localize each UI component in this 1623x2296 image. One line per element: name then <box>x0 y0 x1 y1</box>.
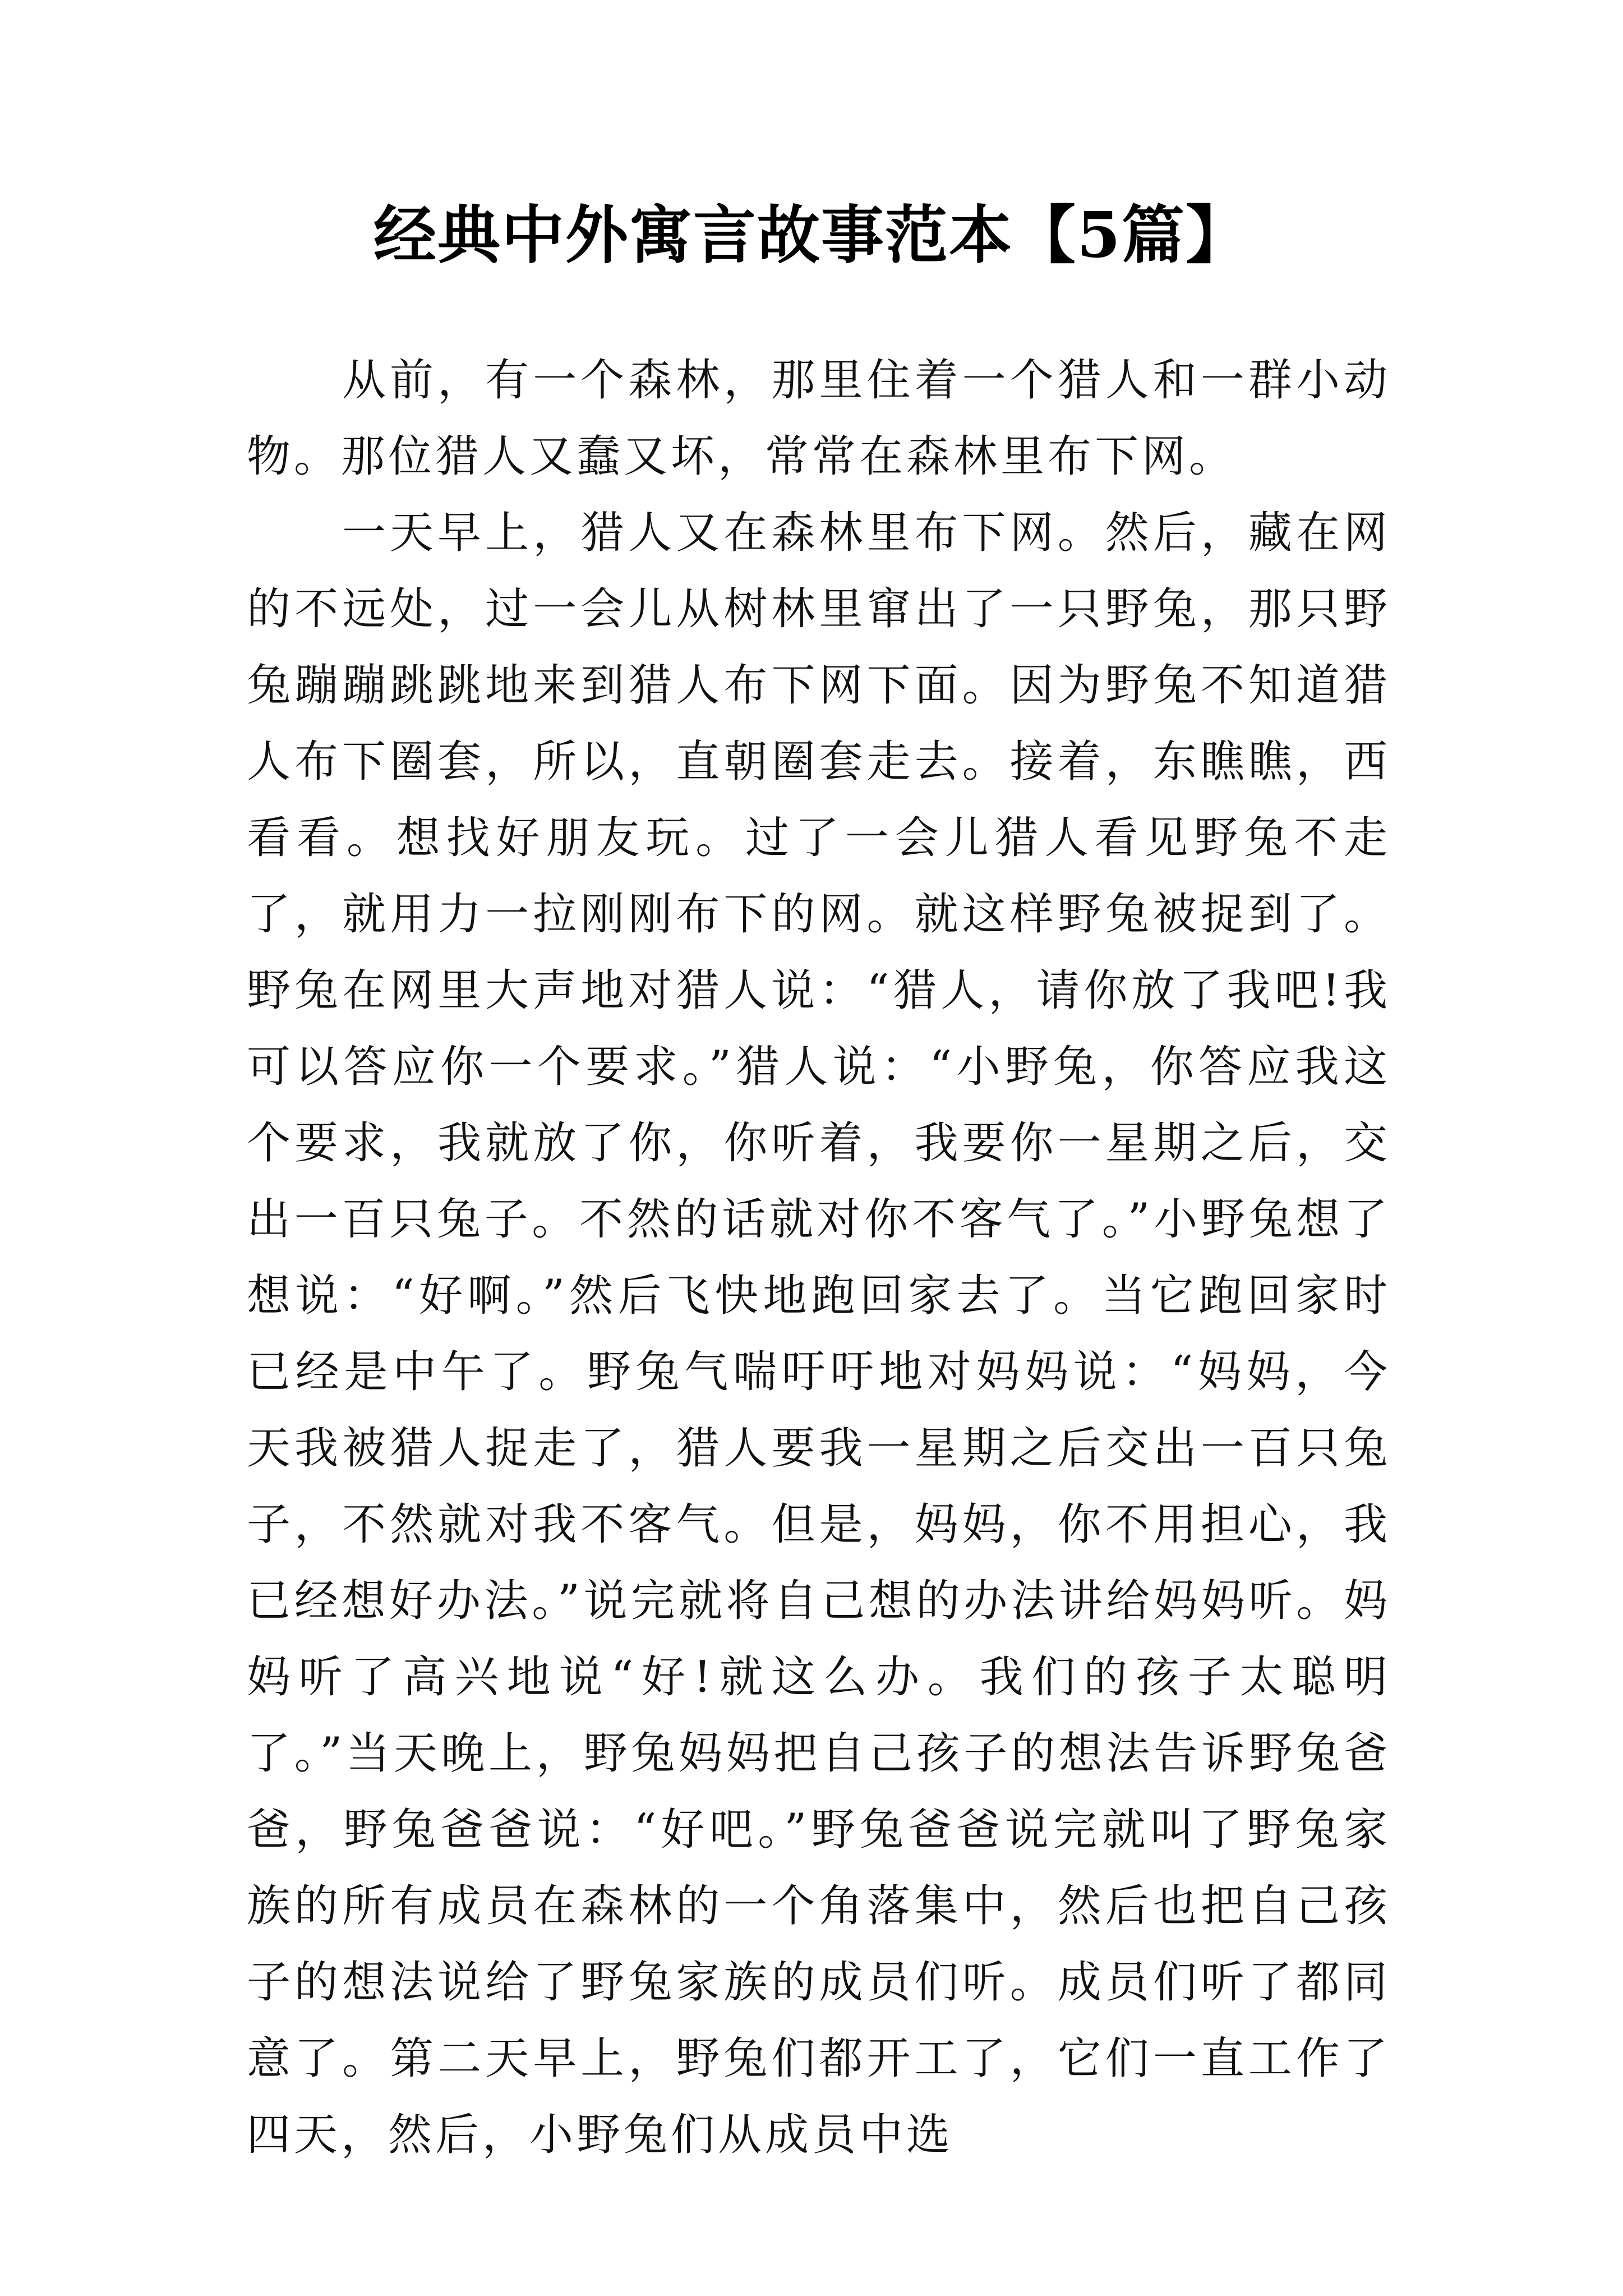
document-body <box>247 342 1391 2173</box>
paragraph: 一天早上，猎人又在森林里布下网。然后，藏在网的不远处，过一会儿从树林里窜出了一只野兔，那只野兔蹦蹦跳跳地来到猎人布下网下面。因为野兔不知道猎人布下圈套，所以，直朝圈套走去。接着，东瞧瞧，西看看。想找好朋友玩。过了一会儿猎人看见野兔不走了，就用力一拉刚刚布下的网。就这样野兔被捉到了。野兔在网里大声地对猎人说：“猎人，请你放了我吧!我可以答应你一个要求。”猎人说：“小野兔，你答应我这个要求，我就放了你，你听着，我要你一星期之后，交出一百只兔子。不然的话就对你不客气了。”小野兔想了想说：“好啊。”然后飞快地跑回家去了。当它跑回家时已经是中午了。野兔气喘吁吁地对妈妈说：“妈妈，今天我被猎人捉走了，猎人要我一星期之后交出一百只兔子，不然就对我不客气。但是，妈妈，你不用担心，我已经想好办法。”说完就将自己想的办法讲给妈妈听。妈妈听了高兴地说“好!就这么办。我们的孩子太聪明了。”当天晚上，野兔妈妈把自己孩子的想法告诉野兔爸爸，野兔爸爸说：“好吧。”野兔爸爸说完就叫了野兔家族的所有成员在森林的一个角落集中，然后也把自己孩子的想法说给了野兔家族的成员们听。成员们听了都同意了。第二天早上，野兔们都开工了，它们一直工作了四天，然后，小野兔们从成员中选 <box>247 508 1391 2160</box>
document-title: 经典中外寓言故事范本【5篇】 <box>374 199 1249 272</box>
paragraph: 从前，有一个森林，那里住着一个猎人和一群小动物。那位猎人又蠢又坏，常常在森林里布下网。 <box>247 355 1391 482</box>
